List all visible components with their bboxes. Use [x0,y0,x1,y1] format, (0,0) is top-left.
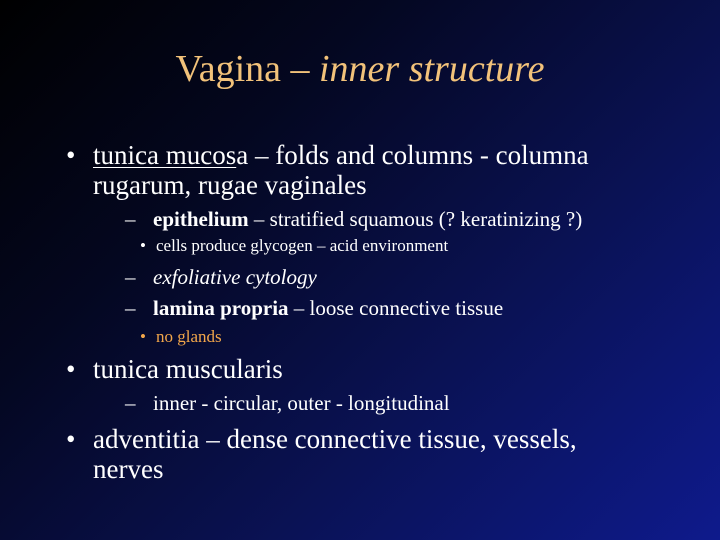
bullet-mark: • [66,424,76,454]
bullet-tunica-muscularis: tunica muscularis [93,354,283,384]
bullet-text: – folds and columns - columna [248,140,589,170]
sub-bullet-mark: – [125,391,136,415]
bullet-adventitia: adventitia – dense connective tissue, vessels, [93,424,577,454]
title-main: Vagina – [175,48,310,90]
sub-bullet-mark: – [125,207,136,231]
bullet-adventitia-continued: nerves [93,454,164,484]
term-tunica-mucosa-end: a [236,140,249,170]
subsub-bullet-mark: • [140,327,146,346]
bullet-tunica-mucosa [93,140,589,171]
sub-bullet-mark: – [125,296,136,320]
bullet-text-continued: rugarum, rugae vaginales [93,170,367,200]
sub-bullet-exfoliative-cytology: exfoliative cytology [153,265,317,289]
bullet-mark: • [66,140,76,170]
sub-bullet-layers: inner - circular, outer - longitudinal [153,391,450,415]
title-italic: inner structure [319,48,545,90]
sub-bullet-lamina-propria [153,296,503,321]
term-lamina-propria: lamina propria [153,296,289,320]
term-tunica-mucosa: tunica mucos [93,140,237,170]
sub-bullet-text: – loose connective tissue [288,296,504,320]
sub-bullet-epithelium [153,207,582,232]
sub-bullet-text: – stratified squamous (? keratinizing ?) [248,207,583,231]
subsub-bullet-no-glands: no glands [156,327,222,346]
bullet-mark: • [66,354,76,384]
term-epithelium: epithelium [153,207,249,231]
slide-title [0,47,720,91]
subsub-bullet-glycogen: cells produce glycogen – acid environment [156,236,449,255]
subsub-bullet-mark: • [140,236,146,255]
sub-bullet-mark: – [125,265,136,289]
